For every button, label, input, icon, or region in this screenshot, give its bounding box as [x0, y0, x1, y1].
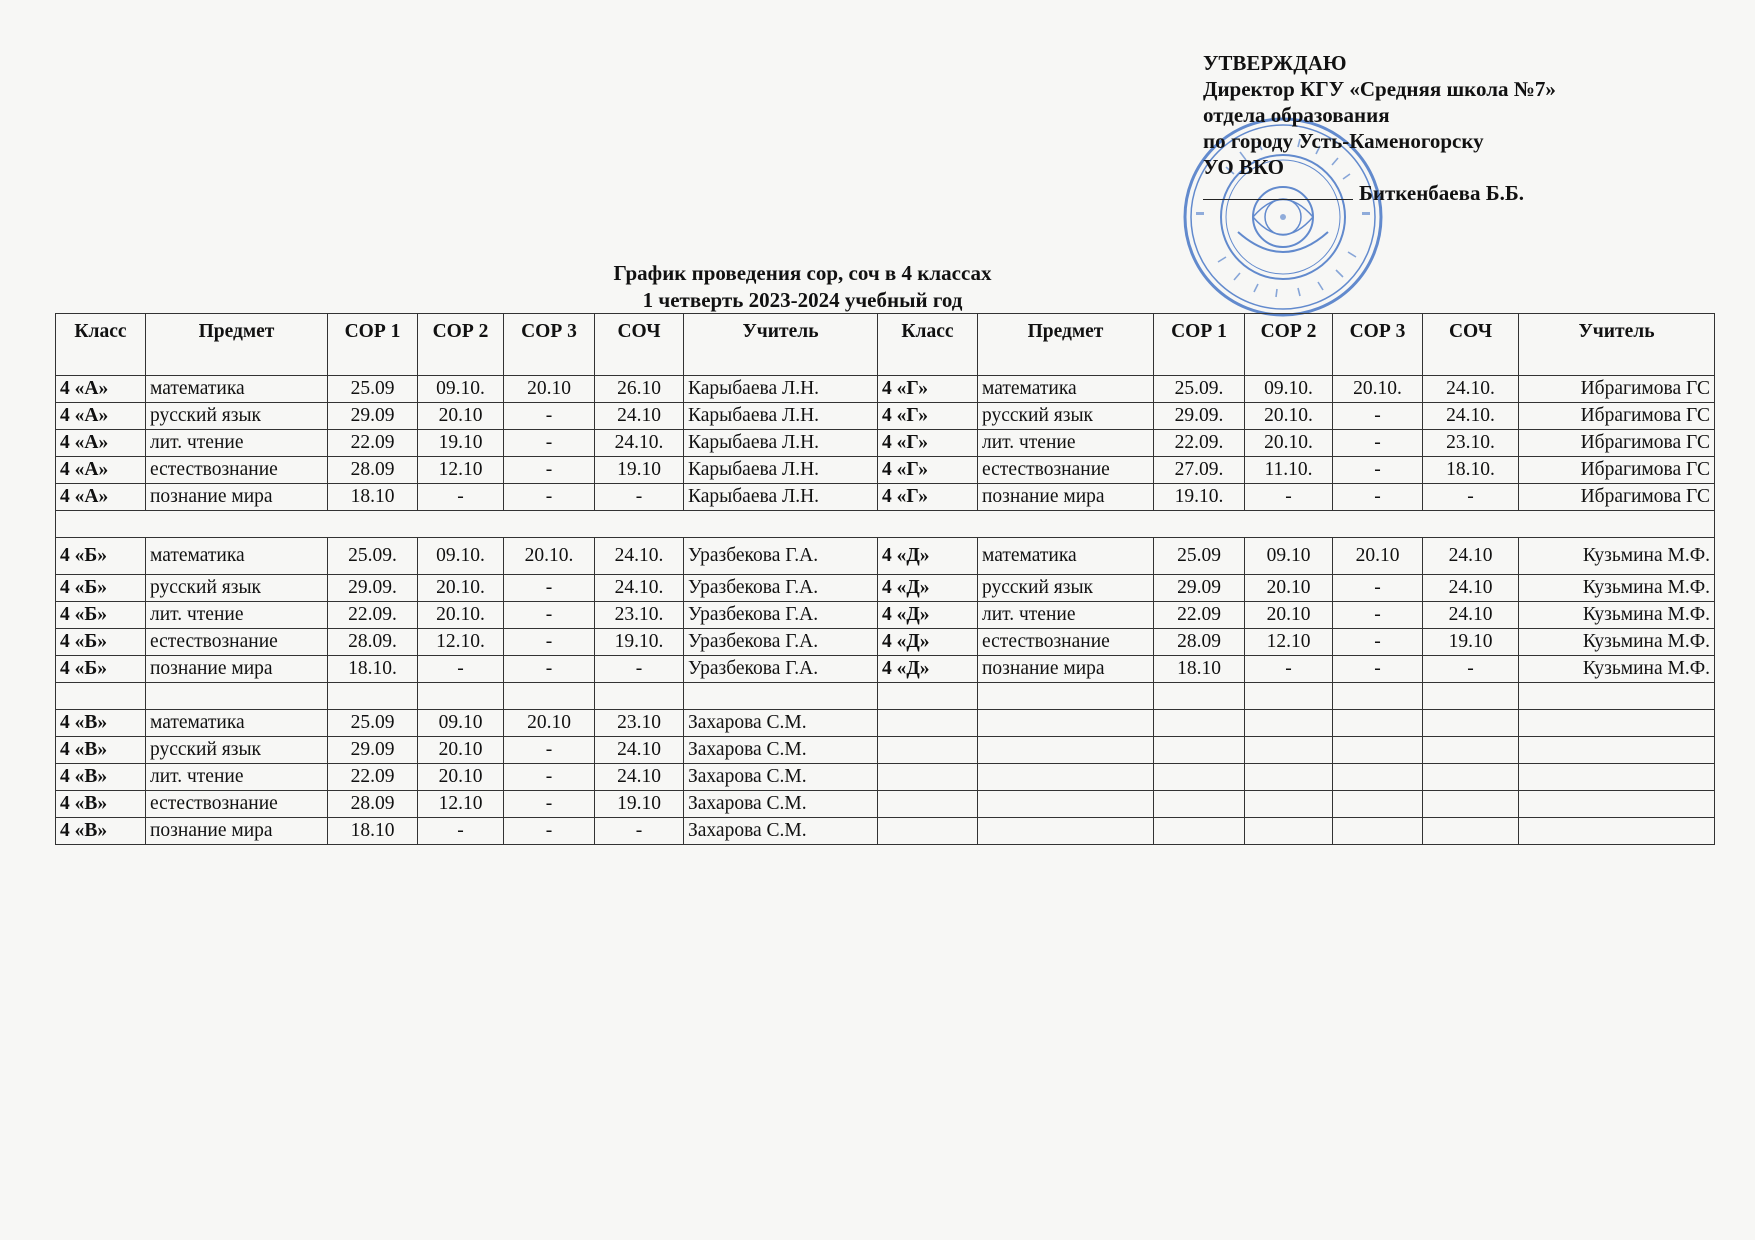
right-cell: [878, 737, 978, 764]
empty-cell: [684, 683, 878, 710]
empty-cell: [1154, 683, 1245, 710]
right-cell: -: [1333, 602, 1423, 629]
left-cell: 20.10.: [418, 575, 504, 602]
left-cell: математика: [146, 538, 328, 575]
left-cell: 4 «В»: [56, 791, 146, 818]
left-cell: -: [504, 602, 595, 629]
blank-row: [56, 683, 1715, 710]
left-cell: Захарова С.М.: [684, 764, 878, 791]
right-cell: [1154, 710, 1245, 737]
right-cell: 20.10: [1333, 538, 1423, 575]
left-cell: 4 «Б»: [56, 602, 146, 629]
right-cell: [1519, 737, 1715, 764]
right-cell: [1245, 710, 1333, 737]
right-cell: естествознание: [978, 457, 1154, 484]
left-cell: лит. чтение: [146, 764, 328, 791]
left-cell: 12.10: [418, 457, 504, 484]
left-cell: лит. чтение: [146, 602, 328, 629]
left-cell: 4 «Б»: [56, 575, 146, 602]
right-cell: 19.10.: [1154, 484, 1245, 511]
empty-cell: [878, 683, 978, 710]
right-cell: [1519, 764, 1715, 791]
right-cell: 20.10: [1245, 575, 1333, 602]
left-cell: 4 «Б»: [56, 538, 146, 575]
left-cell: 20.10: [504, 376, 595, 403]
right-cell: 4 «Г»: [878, 457, 978, 484]
right-cell: -: [1423, 656, 1519, 683]
left-cell: -: [504, 764, 595, 791]
schedule-table: [55, 313, 1715, 845]
left-cell: -: [504, 484, 595, 511]
left-cell: 25.09.: [328, 538, 418, 575]
right-cell: [1333, 791, 1423, 818]
table-row: [56, 818, 1715, 845]
right-cell: 25.09: [1154, 538, 1245, 575]
left-cell: 12.10: [418, 791, 504, 818]
right-cell: 23.10.: [1423, 430, 1519, 457]
right-cell: лит. чтение: [978, 602, 1154, 629]
table-row: [56, 602, 1715, 629]
empty-cell: [1333, 683, 1423, 710]
right-cell: [1245, 737, 1333, 764]
column-header: СОР 2: [418, 314, 504, 376]
left-cell: 4 «В»: [56, 764, 146, 791]
right-cell: русский язык: [978, 575, 1154, 602]
left-cell: естествознание: [146, 791, 328, 818]
left-cell: 09.10.: [418, 538, 504, 575]
title-line-2: 1 четверть 2023-2024 учебный год: [642, 288, 963, 312]
right-cell: Кузьмина М.Ф.: [1519, 629, 1715, 656]
left-cell: -: [418, 484, 504, 511]
approval-line-1: Директор КГУ «Средняя школа №7»: [1203, 77, 1556, 101]
empty-cell: [56, 683, 146, 710]
left-cell: 18.10.: [328, 656, 418, 683]
left-cell: Захарова С.М.: [684, 737, 878, 764]
right-cell: 22.09.: [1154, 430, 1245, 457]
right-cell: русский язык: [978, 403, 1154, 430]
table-row: [56, 430, 1715, 457]
left-cell: Захарова С.М.: [684, 710, 878, 737]
left-cell: 20.10.: [504, 538, 595, 575]
right-cell: 4 «Г»: [878, 484, 978, 511]
column-header: СОР 1: [328, 314, 418, 376]
left-cell: 24.10: [595, 737, 684, 764]
right-cell: [1423, 818, 1519, 845]
left-cell: Захарова С.М.: [684, 818, 878, 845]
left-cell: 4 «А»: [56, 430, 146, 457]
right-cell: 4 «Г»: [878, 403, 978, 430]
column-header: Предмет: [978, 314, 1154, 376]
right-cell: 29.09: [1154, 575, 1245, 602]
right-cell: -: [1333, 484, 1423, 511]
header-row: [56, 314, 1715, 376]
left-cell: Уразбекова Г.А.: [684, 602, 878, 629]
left-cell: 28.09: [328, 457, 418, 484]
right-cell: [1423, 791, 1519, 818]
left-cell: Уразбекова Г.А.: [684, 575, 878, 602]
right-cell: 4 «Д»: [878, 575, 978, 602]
right-cell: 11.10.: [1245, 457, 1333, 484]
right-cell: 4 «Д»: [878, 538, 978, 575]
separator-row: [56, 511, 1715, 538]
right-cell: [1519, 791, 1715, 818]
left-cell: 23.10.: [595, 602, 684, 629]
table-row: [56, 538, 1715, 575]
left-cell: 19.10: [418, 430, 504, 457]
left-cell: Карыбаева Л.Н.: [684, 403, 878, 430]
left-cell: 09.10: [418, 710, 504, 737]
right-cell: Кузьмина М.Ф.: [1519, 656, 1715, 683]
right-cell: [1245, 818, 1333, 845]
right-cell: [1423, 737, 1519, 764]
empty-cell: [1245, 683, 1333, 710]
left-cell: -: [504, 737, 595, 764]
right-cell: [1333, 818, 1423, 845]
empty-cell: [504, 683, 595, 710]
right-cell: 28.09: [1154, 629, 1245, 656]
left-cell: 18.10: [328, 484, 418, 511]
table-row: [56, 710, 1715, 737]
signature-line: [1203, 199, 1353, 200]
left-cell: 24.10.: [595, 575, 684, 602]
table-row: [56, 791, 1715, 818]
right-cell: [1154, 791, 1245, 818]
left-cell: 29.09: [328, 403, 418, 430]
right-cell: Кузьмина М.Ф.: [1519, 538, 1715, 575]
column-header: СОЧ: [595, 314, 684, 376]
right-cell: Кузьмина М.Ф.: [1519, 575, 1715, 602]
table-row: [56, 629, 1715, 656]
left-cell: 4 «Б»: [56, 656, 146, 683]
left-cell: 28.09: [328, 791, 418, 818]
right-cell: 27.09.: [1154, 457, 1245, 484]
right-cell: [1519, 710, 1715, 737]
right-cell: 20.10.: [1333, 376, 1423, 403]
left-cell: Уразбекова Г.А.: [684, 629, 878, 656]
left-cell: 4 «А»: [56, 484, 146, 511]
right-cell: 18.10.: [1423, 457, 1519, 484]
right-cell: [878, 764, 978, 791]
right-cell: 24.10.: [1423, 403, 1519, 430]
left-cell: 4 «А»: [56, 403, 146, 430]
left-cell: Карыбаева Л.Н.: [684, 457, 878, 484]
left-cell: -: [504, 430, 595, 457]
left-cell: 20.10: [504, 710, 595, 737]
right-cell: [1519, 818, 1715, 845]
left-cell: 24.10: [595, 764, 684, 791]
table-row: [56, 656, 1715, 683]
left-cell: 09.10.: [418, 376, 504, 403]
column-header: СОР 1: [1154, 314, 1245, 376]
left-cell: 19.10: [595, 457, 684, 484]
table-row: [56, 575, 1715, 602]
left-cell: 4 «А»: [56, 376, 146, 403]
right-cell: 24.10: [1423, 575, 1519, 602]
left-cell: 25.09: [328, 376, 418, 403]
right-cell: математика: [978, 538, 1154, 575]
right-cell: 4 «Д»: [878, 629, 978, 656]
right-cell: [1154, 818, 1245, 845]
left-cell: 19.10.: [595, 629, 684, 656]
left-cell: 29.09: [328, 737, 418, 764]
left-cell: лит. чтение: [146, 430, 328, 457]
left-cell: 18.10: [328, 818, 418, 845]
right-cell: [1245, 764, 1333, 791]
empty-cell: [595, 683, 684, 710]
signatory-name: Биткенбаева Б.Б.: [1359, 181, 1524, 205]
left-cell: 20.10: [418, 764, 504, 791]
left-cell: -: [504, 791, 595, 818]
approval-line-3: по городу Усть-Каменогорску: [1203, 129, 1484, 153]
empty-cell: [1423, 683, 1519, 710]
column-header: Учитель: [1519, 314, 1715, 376]
left-cell: 20.10: [418, 737, 504, 764]
left-cell: 22.09: [328, 764, 418, 791]
left-cell: -: [504, 575, 595, 602]
left-cell: -: [504, 457, 595, 484]
left-cell: -: [504, 629, 595, 656]
left-cell: математика: [146, 710, 328, 737]
right-cell: [878, 710, 978, 737]
right-cell: Кузьмина М.Ф.: [1519, 602, 1715, 629]
left-cell: 4 «Б»: [56, 629, 146, 656]
empty-cell: [978, 683, 1154, 710]
left-cell: Захарова С.М.: [684, 791, 878, 818]
table-row: [56, 737, 1715, 764]
empty-cell: [1519, 683, 1715, 710]
empty-cell: [56, 511, 1715, 538]
right-cell: [1245, 791, 1333, 818]
right-cell: познание мира: [978, 484, 1154, 511]
right-cell: 29.09.: [1154, 403, 1245, 430]
right-cell: [978, 791, 1154, 818]
right-cell: -: [1333, 430, 1423, 457]
empty-cell: [146, 683, 328, 710]
approval-block: [1203, 50, 1723, 206]
left-cell: Карыбаева Л.Н.: [684, 484, 878, 511]
document-title: [0, 260, 1755, 314]
empty-cell: [418, 683, 504, 710]
table-row: [56, 376, 1715, 403]
right-cell: лит. чтение: [978, 430, 1154, 457]
right-cell: [1154, 764, 1245, 791]
left-cell: познание мира: [146, 818, 328, 845]
left-cell: Карыбаева Л.Н.: [684, 430, 878, 457]
left-cell: 29.09.: [328, 575, 418, 602]
right-cell: познание мира: [978, 656, 1154, 683]
left-cell: 4 «А»: [56, 457, 146, 484]
right-cell: 20.10.: [1245, 403, 1333, 430]
left-cell: математика: [146, 376, 328, 403]
left-cell: 24.10.: [595, 538, 684, 575]
column-header: СОР 2: [1245, 314, 1333, 376]
left-cell: 22.09: [328, 430, 418, 457]
right-cell: [1333, 737, 1423, 764]
approval-line-4: УО ВКО: [1203, 155, 1284, 179]
column-header: Класс: [878, 314, 978, 376]
right-cell: 24.10.: [1423, 376, 1519, 403]
right-cell: 20.10.: [1245, 430, 1333, 457]
left-cell: 19.10: [595, 791, 684, 818]
right-cell: -: [1245, 484, 1333, 511]
right-cell: [878, 818, 978, 845]
left-cell: естествознание: [146, 629, 328, 656]
right-cell: 24.10: [1423, 602, 1519, 629]
right-cell: математика: [978, 376, 1154, 403]
table-row: [56, 764, 1715, 791]
right-cell: [978, 710, 1154, 737]
left-cell: 28.09.: [328, 629, 418, 656]
right-cell: [1333, 710, 1423, 737]
title-line-1: График проведения сор, соч в 4 классах: [613, 261, 992, 285]
column-header: Учитель: [684, 314, 878, 376]
left-cell: 26.10: [595, 376, 684, 403]
left-cell: 22.09.: [328, 602, 418, 629]
approval-line-2: отдела образования: [1203, 103, 1390, 127]
left-cell: познание мира: [146, 656, 328, 683]
left-cell: 12.10.: [418, 629, 504, 656]
right-cell: [1423, 710, 1519, 737]
left-cell: -: [504, 403, 595, 430]
empty-cell: [328, 683, 418, 710]
left-cell: 20.10.: [418, 602, 504, 629]
left-cell: -: [418, 656, 504, 683]
right-cell: Ибрагимова ГС: [1519, 403, 1715, 430]
right-cell: -: [1423, 484, 1519, 511]
right-cell: 09.10.: [1245, 376, 1333, 403]
right-cell: [978, 818, 1154, 845]
right-cell: 12.10: [1245, 629, 1333, 656]
right-cell: [978, 737, 1154, 764]
right-cell: 20.10: [1245, 602, 1333, 629]
left-cell: -: [504, 656, 595, 683]
signature-row: [1203, 180, 1723, 206]
right-cell: Ибрагимова ГС: [1519, 430, 1715, 457]
left-cell: -: [595, 484, 684, 511]
approval-heading: УТВЕРЖДАЮ: [1203, 51, 1347, 75]
right-cell: [1154, 737, 1245, 764]
left-cell: 25.09: [328, 710, 418, 737]
column-header: СОР 3: [504, 314, 595, 376]
right-cell: [1423, 764, 1519, 791]
left-cell: 24.10.: [595, 430, 684, 457]
left-cell: познание мира: [146, 484, 328, 511]
right-cell: 18.10: [1154, 656, 1245, 683]
left-cell: 4 «В»: [56, 818, 146, 845]
left-cell: естествознание: [146, 457, 328, 484]
left-cell: -: [418, 818, 504, 845]
right-cell: 25.09.: [1154, 376, 1245, 403]
right-cell: -: [1333, 656, 1423, 683]
right-cell: -: [1333, 629, 1423, 656]
right-cell: 09.10: [1245, 538, 1333, 575]
right-cell: Ибрагимова ГС: [1519, 457, 1715, 484]
right-cell: естествознание: [978, 629, 1154, 656]
left-cell: русский язык: [146, 403, 328, 430]
right-cell: 4 «Г»: [878, 430, 978, 457]
left-cell: Уразбекова Г.А.: [684, 656, 878, 683]
right-cell: 4 «Г»: [878, 376, 978, 403]
right-cell: [1333, 764, 1423, 791]
right-cell: -: [1333, 403, 1423, 430]
column-header: СОР 3: [1333, 314, 1423, 376]
left-cell: -: [504, 818, 595, 845]
right-cell: [978, 764, 1154, 791]
table-row: [56, 403, 1715, 430]
right-cell: 19.10: [1423, 629, 1519, 656]
left-cell: -: [595, 656, 684, 683]
table-row: [56, 457, 1715, 484]
left-cell: русский язык: [146, 737, 328, 764]
column-header: Предмет: [146, 314, 328, 376]
left-cell: 20.10: [418, 403, 504, 430]
right-cell: Ибрагимова ГС: [1519, 484, 1715, 511]
right-cell: 22.09: [1154, 602, 1245, 629]
column-header: СОЧ: [1423, 314, 1519, 376]
left-cell: 4 «В»: [56, 710, 146, 737]
right-cell: -: [1333, 457, 1423, 484]
right-cell: 4 «Д»: [878, 656, 978, 683]
left-cell: Уразбекова Г.А.: [684, 538, 878, 575]
left-cell: 24.10: [595, 403, 684, 430]
right-cell: Ибрагимова ГС: [1519, 376, 1715, 403]
left-cell: 23.10: [595, 710, 684, 737]
right-cell: 24.10: [1423, 538, 1519, 575]
table-row: [56, 484, 1715, 511]
left-cell: 4 «В»: [56, 737, 146, 764]
right-cell: -: [1333, 575, 1423, 602]
right-cell: -: [1245, 656, 1333, 683]
right-cell: 4 «Д»: [878, 602, 978, 629]
left-cell: Карыбаева Л.Н.: [684, 376, 878, 403]
right-cell: [878, 791, 978, 818]
left-cell: -: [595, 818, 684, 845]
column-header: Класс: [56, 314, 146, 376]
left-cell: русский язык: [146, 575, 328, 602]
